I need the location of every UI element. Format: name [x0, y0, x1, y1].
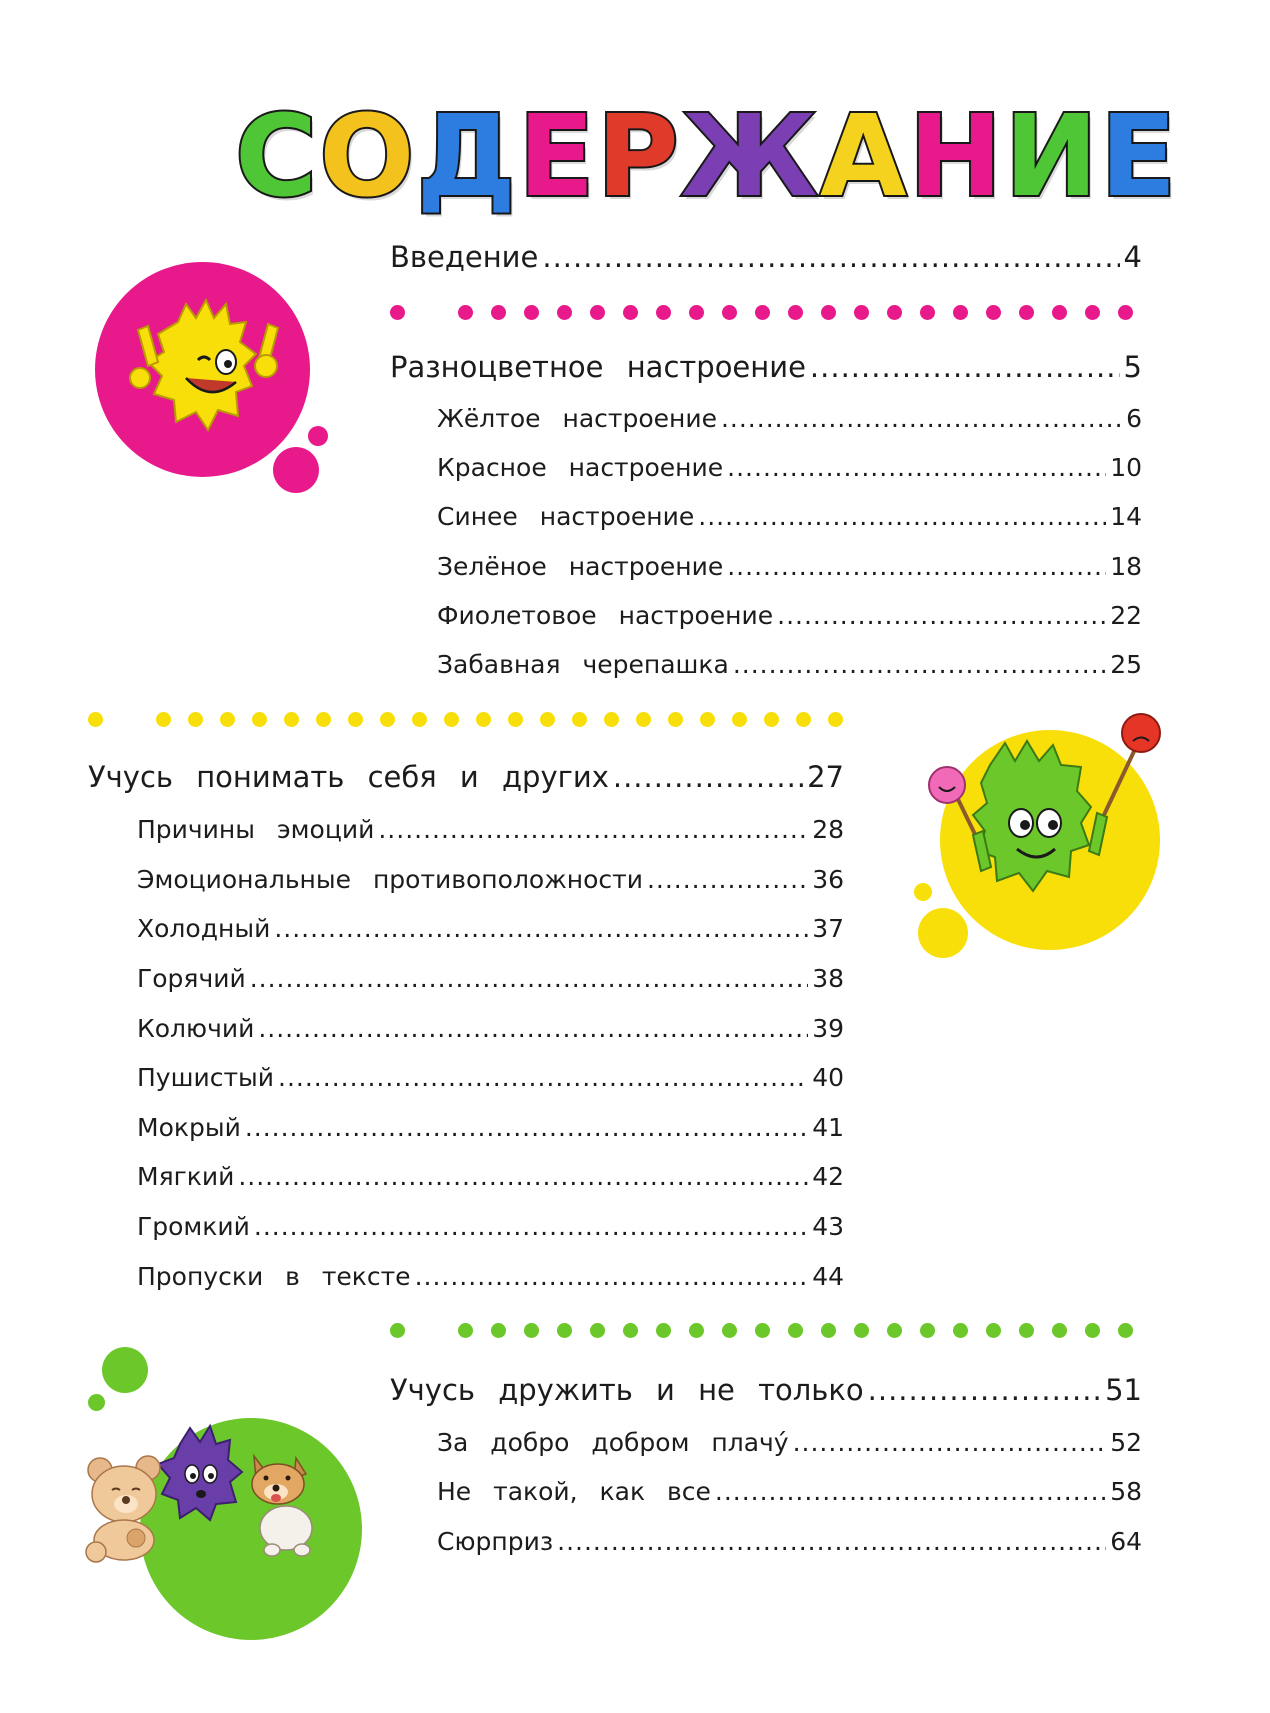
dot-leader	[793, 1428, 1107, 1457]
toc-entry-section[interactable]	[88, 760, 844, 794]
dot-leader	[415, 1262, 809, 1291]
toc-page-number: 25	[1110, 650, 1142, 679]
dot-leader	[613, 760, 803, 794]
toc-entry[interactable]	[437, 502, 1142, 531]
toc-entry[interactable]	[137, 1014, 844, 1043]
title-letter: Н	[908, 92, 1005, 222]
toc-label: Зелёное настроение	[437, 552, 724, 581]
toc-label: Мокрый	[137, 1113, 241, 1142]
toc-page-number: 36	[812, 865, 844, 894]
toc-entry[interactable]	[137, 964, 844, 993]
dot-leader	[278, 1063, 808, 1092]
title-letter: И	[1004, 92, 1101, 222]
toc-label: Забавная черепашка	[437, 650, 729, 679]
dot-leader	[542, 240, 1119, 274]
toc-entry[interactable]	[137, 914, 844, 943]
toc-entry-section[interactable]	[390, 350, 1142, 384]
toc-entry[interactable]	[437, 601, 1142, 630]
green-small-circle	[102, 1347, 148, 1393]
toc-entry[interactable]	[437, 404, 1142, 433]
toc-entry[interactable]	[437, 1527, 1142, 1556]
toc-entry[interactable]	[137, 1262, 844, 1291]
toc-page-number: 52	[1110, 1428, 1142, 1457]
toc-page-number: 6	[1126, 404, 1142, 433]
toc-page-number: 38	[812, 964, 844, 993]
toc-entry[interactable]	[437, 1477, 1142, 1506]
toc-page-number: 5	[1123, 350, 1142, 384]
puppy-icon	[236, 1450, 326, 1560]
dot-leader	[715, 1477, 1106, 1506]
dot-leader	[274, 914, 808, 943]
toc-label: Не такой, как все	[437, 1477, 711, 1506]
toc-label: Мягкий	[137, 1162, 235, 1191]
toc-label: Фиолетовое настроение	[437, 601, 774, 630]
toc-label: Красное настроение	[437, 453, 724, 482]
toc-label: Пушистый	[137, 1063, 275, 1092]
title-letter: Е	[1100, 92, 1179, 222]
toc-page-number: 40	[812, 1063, 844, 1092]
title-letter: Д	[416, 92, 519, 222]
dot-leader	[727, 453, 1106, 482]
toc-page-number: 22	[1110, 601, 1142, 630]
toc-entry[interactable]	[137, 1212, 844, 1241]
title-letter: С	[235, 92, 320, 222]
toc-label: За добро добром плачу́	[437, 1428, 789, 1457]
toc-page-number: 44	[812, 1262, 844, 1291]
toc-label: Эмоциональные противоположности	[137, 865, 643, 894]
toc-entry[interactable]	[437, 552, 1142, 581]
toc-entry[interactable]	[137, 1162, 844, 1191]
toc-page-number: 4	[1123, 240, 1142, 274]
title-letter: Р	[596, 92, 681, 222]
toc-entry[interactable]	[137, 1113, 844, 1142]
toc-entry-intro[interactable]	[390, 240, 1142, 274]
toc-page-number: 27	[807, 760, 844, 794]
yellow-dot-divider	[88, 712, 828, 732]
toc-page-number: 58	[1110, 1477, 1142, 1506]
toc-page-number: 10	[1110, 453, 1142, 482]
toc-label: Причины эмоций	[137, 815, 375, 844]
toc-label: Учусь дружить и не только	[390, 1373, 864, 1407]
teddy-bear-icon	[82, 1452, 174, 1562]
pink-dot-divider	[390, 305, 1150, 325]
dot-leader	[777, 601, 1106, 630]
toc-label: Холодный	[137, 914, 271, 943]
toc-label: Синее настроение	[437, 502, 695, 531]
toc-entry[interactable]	[137, 1063, 844, 1092]
toc-label: Жёлтое настроение	[437, 404, 717, 433]
toc-page-number: 14	[1110, 502, 1142, 531]
toc-label: Сюрприз	[437, 1527, 554, 1556]
dot-leader	[810, 350, 1120, 384]
toc-label: Колючий	[137, 1014, 255, 1043]
toc-page-number: 51	[1105, 1373, 1142, 1407]
toc-entry[interactable]	[137, 865, 844, 894]
toc-entry-section[interactable]	[390, 1373, 1142, 1407]
toc-entry[interactable]	[437, 1428, 1142, 1457]
page-title	[235, 92, 1179, 222]
dot-leader	[557, 1527, 1106, 1556]
dot-leader	[727, 552, 1106, 581]
dot-leader	[250, 964, 808, 993]
toc-page-number: 43	[812, 1212, 844, 1241]
dot-leader	[868, 1373, 1101, 1407]
dot-leader	[238, 1162, 808, 1191]
toc-label: Введение	[390, 240, 539, 274]
dot-leader	[647, 865, 808, 894]
green-tiny-circle	[88, 1394, 105, 1411]
toc-page-number: 37	[812, 914, 844, 943]
dot-leader	[245, 1113, 808, 1142]
title-letter: А	[819, 92, 909, 222]
toc-page-number: 42	[812, 1162, 844, 1191]
toc-entry[interactable]	[437, 453, 1142, 482]
yellow-creature-icon	[118, 282, 298, 462]
toc-page-number: 64	[1110, 1527, 1142, 1556]
dot-leader	[733, 650, 1106, 679]
title-letter: Ж	[680, 92, 820, 222]
toc-label: Горячий	[137, 964, 246, 993]
pink-tiny-circle	[308, 426, 328, 446]
title-letter: Е	[518, 92, 597, 222]
dot-leader	[698, 502, 1106, 531]
toc-page-number: 18	[1110, 552, 1142, 581]
dot-leader	[721, 404, 1122, 433]
dot-leader	[254, 1212, 808, 1241]
toc-label: Учусь понимать себя и других	[88, 760, 609, 794]
dot-leader	[258, 1014, 808, 1043]
toc-page-number: 39	[812, 1014, 844, 1043]
dot-leader	[378, 815, 808, 844]
toc-entry[interactable]	[437, 650, 1142, 679]
green-creature-icon	[915, 705, 1165, 925]
toc-page-number: 28	[812, 815, 844, 844]
toc-entry[interactable]	[137, 815, 844, 844]
green-dot-divider	[390, 1323, 1160, 1343]
title-letter: О	[319, 92, 417, 222]
toc-label: Громкий	[137, 1212, 250, 1241]
toc-label: Пропуски в тексте	[137, 1262, 411, 1291]
toc-page-number: 41	[812, 1113, 844, 1142]
toc-label: Разноцветное настроение	[390, 350, 806, 384]
